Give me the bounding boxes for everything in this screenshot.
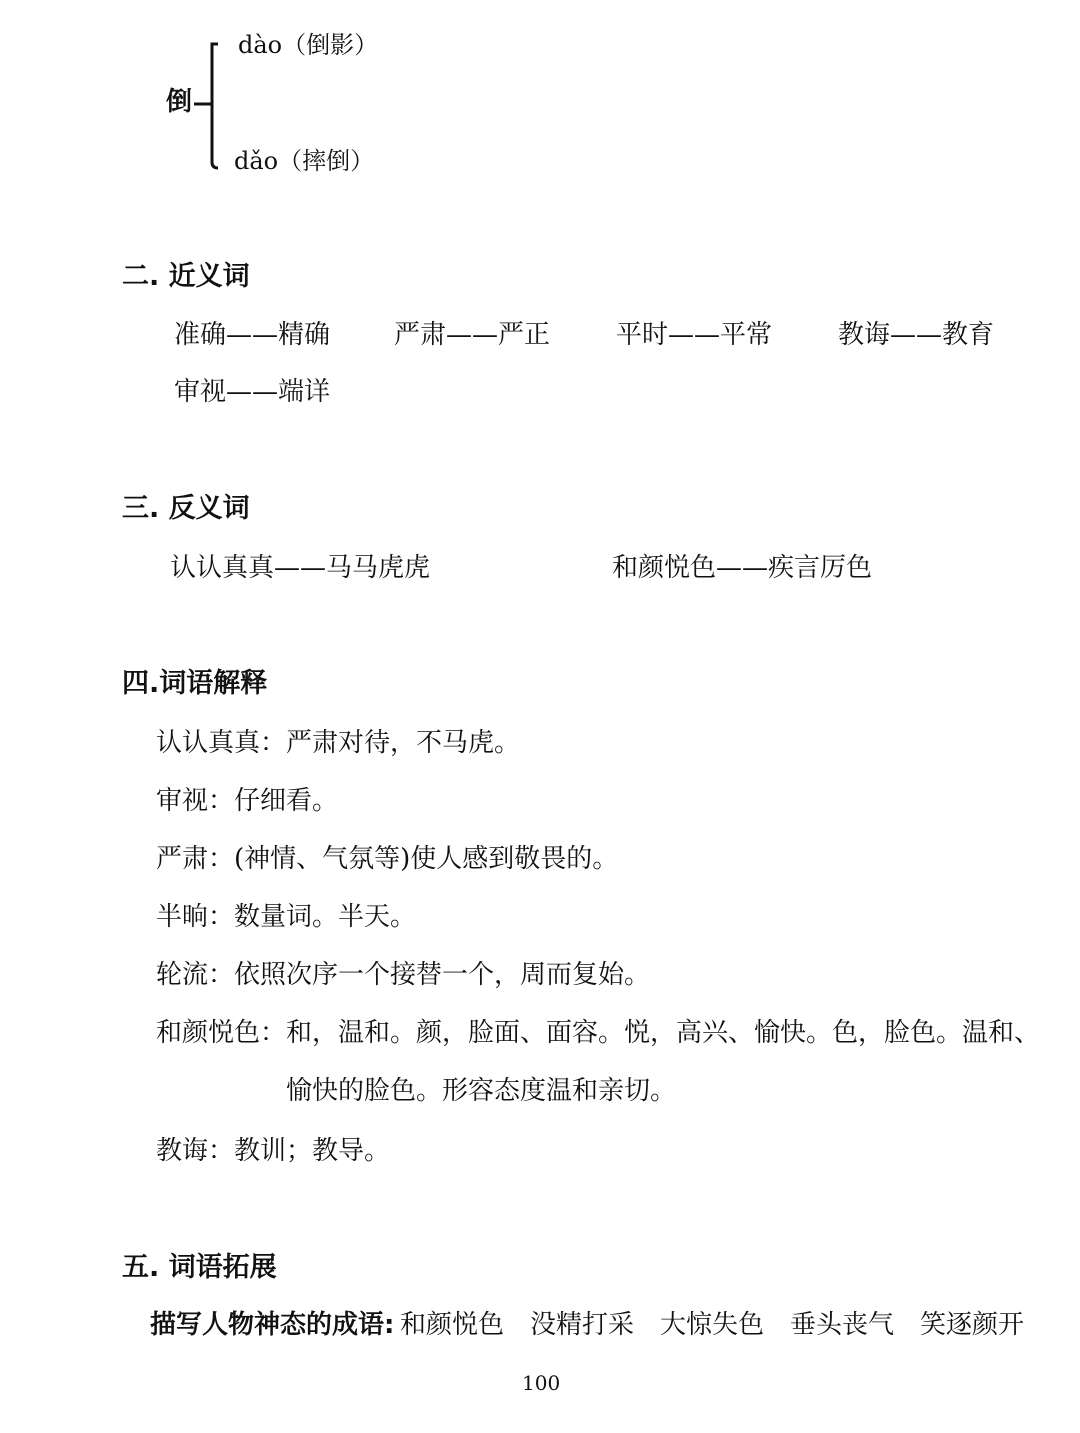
explanation-item (156, 843, 618, 875)
explanation-item (156, 901, 416, 933)
explanation-text: 教训；教导。 (234, 1136, 391, 1166)
reading-1-word: （倒影） (282, 31, 379, 59)
explanation-term: 半晌： (156, 902, 235, 932)
antonym-pair: 认认真真——马马虎虎 (170, 553, 431, 583)
explanation-text: 严肃对待，不马虎。 (286, 728, 521, 758)
explanation-text: (神情、气氛等)使人感到敬畏的。 (234, 844, 619, 874)
explanation-item (156, 727, 520, 759)
explanation-item (156, 785, 338, 817)
explanation-item (156, 959, 650, 991)
explanation-continuation: 愉快的脸色。形容态度温和亲切。 (286, 1076, 677, 1106)
synonym-pair: 平时——平常 (616, 320, 773, 350)
idiom-item: 笑逐颜开 (920, 1310, 1025, 1340)
expansion-label: 描写人物神态的成语: (150, 1310, 395, 1340)
explanation-text: 仔细看。 (234, 786, 339, 816)
explanation-text: 数量词。半天。 (234, 902, 417, 932)
idiom-item: 和颜悦色 (400, 1310, 505, 1340)
section-title-expansion: 五. 词语拓展 (122, 1252, 277, 1283)
idiom-item: 大惊失色 (660, 1310, 765, 1340)
reading-2 (234, 146, 374, 176)
antonym-pair: 和颜悦色——疾言厉色 (612, 553, 873, 583)
polyphone-char: 倒 (166, 87, 193, 117)
explanation-item (156, 1135, 390, 1167)
reading-1-pinyin: dào (238, 31, 283, 59)
synonym-pair: 严肃——严正 (394, 320, 551, 350)
explanation-item (156, 1017, 1040, 1049)
explanation-term: 轮流： (156, 960, 235, 990)
section-title-synonyms: 二. 近义词 (122, 261, 250, 292)
explanation-text: 依照次序一个接替一个，周而复始。 (234, 960, 651, 990)
explanation-text: 和，温和。颜，脸面、面容。悦，高兴、愉快。色，脸色。温和、 (286, 1018, 1041, 1048)
synonym-pair: 教诲——教育 (838, 320, 995, 350)
synonym-pair: 准确——精确 (174, 320, 331, 350)
section-title-explanations: 四.词语解释 (122, 668, 268, 699)
explanation-term: 审视： (156, 786, 235, 816)
explanation-term: 认认真真： (156, 728, 287, 758)
section-title-antonyms: 三. 反义词 (122, 493, 250, 524)
explanation-term: 教诲： (156, 1136, 235, 1166)
explanation-term: 和颜悦色： (156, 1018, 287, 1048)
brace-icon (190, 36, 230, 176)
explanation-term: 严肃： (156, 844, 235, 874)
idiom-item: 没精打采 (530, 1310, 635, 1340)
reading-1 (238, 30, 378, 60)
idiom-item: 垂头丧气 (790, 1310, 895, 1340)
reading-2-word: （摔倒） (278, 147, 375, 175)
reading-2-pinyin: dǎo (234, 147, 279, 175)
page-number: 100 (522, 1371, 561, 1395)
synonym-pair: 审视——端详 (174, 377, 331, 407)
